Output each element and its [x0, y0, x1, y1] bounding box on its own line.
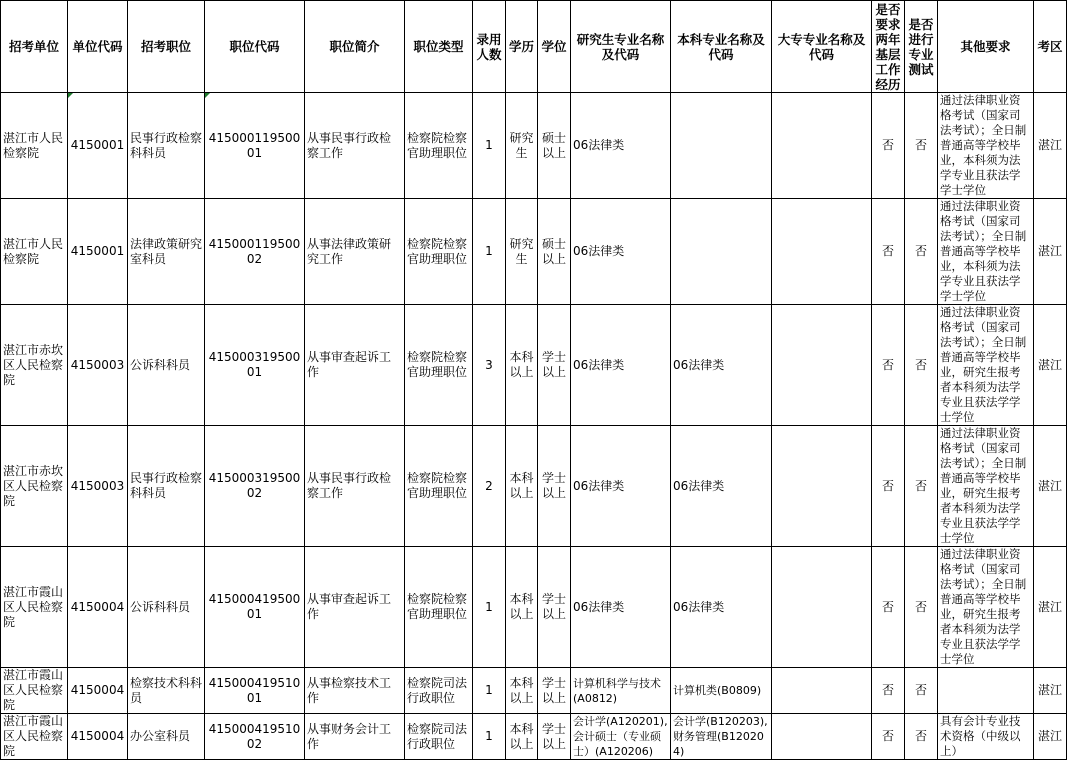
cell-test[interactable]: 否 [905, 93, 938, 199]
header-test[interactable]: 是否进行专业测试 [905, 1, 938, 93]
header-college-major[interactable]: 大专专业名称及代码 [772, 1, 872, 93]
header-degree[interactable]: 学位 [538, 1, 571, 93]
cell-ug-major[interactable]: 06法律类 [671, 305, 772, 426]
cell-unit-code[interactable]: 4150004 [68, 547, 128, 668]
cell-area[interactable]: 湛江 [1034, 426, 1067, 547]
cell-intro[interactable]: 从事检察技术工作 [305, 668, 405, 714]
cell-degree[interactable]: 硕士以上 [538, 199, 571, 305]
cell-count[interactable]: 2 [473, 426, 506, 547]
cell-other[interactable]: 通过法律职业资格考试（国家司法考试）；全日制普通高等学校毕业，研究生报考者本科须为法学专业且获法学学士学位 [938, 426, 1034, 547]
cell-unit-code[interactable]: 4150004 [68, 668, 128, 714]
cell-degree[interactable]: 学士以上 [538, 714, 571, 760]
cell-intro[interactable]: 从事审查起诉工作 [305, 547, 405, 668]
cell-grad-major[interactable]: 06法律类 [571, 426, 671, 547]
cell-position[interactable]: 办公室科员 [128, 714, 205, 760]
cell-area[interactable]: 湛江 [1034, 668, 1067, 714]
cell-type[interactable]: 检察院司法行政职位 [405, 714, 473, 760]
cell-position-code[interactable]: 41500041951001 [205, 668, 305, 714]
cell-degree[interactable]: 学士以上 [538, 668, 571, 714]
cell-position-code[interactable]: 41500041951002 [205, 714, 305, 760]
table-row [1, 547, 1067, 668]
cell-degree[interactable]: 硕士以上 [538, 93, 571, 199]
cell-grad-major[interactable]: 06法律类 [571, 93, 671, 199]
cell-unit-code[interactable]: 4150003 [68, 305, 128, 426]
cell-intro[interactable]: 从事财务会计工作 [305, 714, 405, 760]
table-row [1, 93, 1067, 199]
cell-college-major[interactable] [772, 305, 872, 426]
cell-unit[interactable]: 湛江市霞山区人民检察院 [1, 547, 68, 668]
cell-grad-major[interactable]: 会计学(A120201),会计硕士（专业硕士）(A120206) [571, 714, 671, 760]
cell-grassroots[interactable]: 否 [872, 426, 905, 547]
cell-unit-code[interactable]: 4150003 [68, 426, 128, 547]
cell-grad-major[interactable]: 06法律类 [571, 305, 671, 426]
cell-unit-code[interactable]: 4150004 [68, 714, 128, 760]
cell-grassroots[interactable]: 否 [872, 305, 905, 426]
header-position-code[interactable]: 职位代码 [205, 1, 305, 93]
cell-education[interactable]: 本科以上 [506, 547, 538, 668]
cell-count[interactable]: 1 [473, 199, 506, 305]
cell-education[interactable]: 本科以上 [506, 426, 538, 547]
cell-type[interactable]: 检察院检察官助理职位 [405, 305, 473, 426]
cell-unit[interactable]: 湛江市人民检察院 [1, 199, 68, 305]
cell-position-code[interactable]: 41500011950002 [205, 199, 305, 305]
cell-grad-major[interactable]: 计算机科学与技术(A0812) [571, 668, 671, 714]
header-area[interactable]: 考区 [1034, 1, 1067, 93]
header-grad-major[interactable]: 研究生专业名称及代码 [571, 1, 671, 93]
header-education[interactable]: 学历 [506, 1, 538, 93]
table-row [1, 426, 1067, 547]
cell-type[interactable]: 检察院检察官助理职位 [405, 426, 473, 547]
cell-area[interactable]: 湛江 [1034, 93, 1067, 199]
cell-area[interactable]: 湛江 [1034, 547, 1067, 668]
cell-other[interactable]: 通过法律职业资格考试（国家司法考试）；全日制普通高等学校毕业，研究生报考者本科须为法学专业且获法学学士学位 [938, 547, 1034, 668]
header-position[interactable]: 招考职位 [128, 1, 205, 93]
cell-position[interactable]: 检察技术科科员 [128, 668, 205, 714]
cell-count[interactable]: 1 [473, 714, 506, 760]
cell-test[interactable]: 否 [905, 547, 938, 668]
header-other[interactable]: 其他要求 [938, 1, 1034, 93]
cell-ug-major[interactable]: 06法律类 [671, 426, 772, 547]
table-row [1, 199, 1067, 305]
cell-education[interactable]: 研究生 [506, 93, 538, 199]
header-row [1, 1, 1067, 93]
cell-college-major[interactable] [772, 668, 872, 714]
cell-test[interactable]: 否 [905, 426, 938, 547]
cell-other[interactable]: 通过法律职业资格考试（国家司法考试）；全日制普通高等学校毕业，本科须为法学专业且获法学学士学位 [938, 199, 1034, 305]
cell-grad-major[interactable]: 06法律类 [571, 547, 671, 668]
cell-count[interactable]: 1 [473, 547, 506, 668]
cell-ug-major[interactable]: 06法律类 [671, 547, 772, 668]
cell-degree[interactable]: 学士以上 [538, 426, 571, 547]
header-count[interactable]: 录用人数 [473, 1, 506, 93]
cell-intro[interactable]: 从事法律政策研究工作 [305, 199, 405, 305]
cell-education[interactable]: 本科以上 [506, 305, 538, 426]
header-type[interactable]: 职位类型 [405, 1, 473, 93]
cell-intro[interactable]: 从事审查起诉工作 [305, 305, 405, 426]
cell-other[interactable] [938, 668, 1034, 714]
cell-test[interactable]: 否 [905, 199, 938, 305]
cell-grassroots[interactable]: 否 [872, 714, 905, 760]
table-row [1, 305, 1067, 426]
cell-test[interactable]: 否 [905, 668, 938, 714]
cell-position-code[interactable]: 41500041950001 [205, 547, 305, 668]
cell-position[interactable]: 法律政策研究室科员 [128, 199, 205, 305]
cell-grassroots[interactable]: 否 [872, 93, 905, 199]
cell-college-major[interactable] [772, 426, 872, 547]
cell-other[interactable]: 通过法律职业资格考试（国家司法考试）；全日制普通高等学校毕业，本科须为法学专业且获法学学士学位 [938, 93, 1034, 199]
cell-position[interactable]: 民事行政检察科科员 [128, 426, 205, 547]
cell-unit[interactable]: 湛江市赤坎区人民检察院 [1, 305, 68, 426]
cell-education[interactable]: 本科以上 [506, 714, 538, 760]
cell-type[interactable]: 检察院司法行政职位 [405, 668, 473, 714]
cell-ug-major[interactable]: 计算机类(B0809) [671, 668, 772, 714]
cell-position-code[interactable]: 41500031950001 [205, 305, 305, 426]
cell-count[interactable]: 1 [473, 93, 506, 199]
header-intro[interactable]: 职位简介 [305, 1, 405, 93]
cell-position[interactable]: 公诉科科员 [128, 547, 205, 668]
table-row [1, 668, 1067, 714]
cell-other[interactable]: 具有会计专业技术资格（中级以上） [938, 714, 1034, 760]
cell-area[interactable]: 湛江 [1034, 714, 1067, 760]
cell-unit-code[interactable]: 4150001 [68, 199, 128, 305]
cell-education[interactable]: 研究生 [506, 199, 538, 305]
cell-area[interactable]: 湛江 [1034, 199, 1067, 305]
cell-test[interactable]: 否 [905, 305, 938, 426]
cell-position[interactable]: 公诉科科员 [128, 305, 205, 426]
cell-grassroots[interactable]: 否 [872, 199, 905, 305]
header-unit[interactable]: 招考单位 [1, 1, 68, 93]
cell-unit[interactable]: 湛江市赤坎区人民检察院 [1, 426, 68, 547]
cell-type[interactable]: 检察院检察官助理职位 [405, 199, 473, 305]
cell-unit[interactable]: 湛江市人民检察院 [1, 93, 68, 199]
cell-count[interactable]: 1 [473, 668, 506, 714]
cell-intro[interactable]: 从事民事行政检察工作 [305, 426, 405, 547]
cell-college-major[interactable] [772, 547, 872, 668]
cell-ug-major[interactable]: 会计学(B120203),财务管理(B120204) [671, 714, 772, 760]
header-grassroots[interactable]: 是否要求两年基层工作经历 [872, 1, 905, 93]
cell-ug-major[interactable] [671, 93, 772, 199]
cell-ug-major[interactable] [671, 199, 772, 305]
header-ug-major[interactable]: 本科专业名称及代码 [671, 1, 772, 93]
cell-intro[interactable]: 从事民事行政检察工作 [305, 93, 405, 199]
cell-degree[interactable]: 学士以上 [538, 547, 571, 668]
header-unit-code[interactable]: 单位代码 [68, 1, 128, 93]
cell-grassroots[interactable]: 否 [872, 668, 905, 714]
cell-grad-major[interactable]: 06法律类 [571, 199, 671, 305]
cell-type[interactable]: 检察院检察官助理职位 [405, 547, 473, 668]
cell-type[interactable]: 检察院检察官助理职位 [405, 93, 473, 199]
cell-college-major[interactable] [772, 199, 872, 305]
cell-college-major[interactable] [772, 93, 872, 199]
cell-position[interactable]: 民事行政检察科科员 [128, 93, 205, 199]
cell-other[interactable]: 通过法律职业资格考试（国家司法考试）；全日制普通高等学校毕业，研究生报考者本科须为法学专业且获法学学士学位 [938, 305, 1034, 426]
cell-grassroots[interactable]: 否 [872, 547, 905, 668]
cell-area[interactable]: 湛江 [1034, 305, 1067, 426]
cell-unit-code[interactable]: 4150001 [68, 93, 128, 199]
cell-unit[interactable]: 湛江市霞山区人民检察院 [1, 668, 68, 714]
cell-position-code[interactable]: 41500011950001 [205, 93, 305, 199]
cell-unit[interactable]: 湛江市霞山区人民检察院 [1, 714, 68, 760]
cell-degree[interactable]: 学士以上 [538, 305, 571, 426]
cell-count[interactable]: 3 [473, 305, 506, 426]
cell-test[interactable]: 否 [905, 714, 938, 760]
cell-education[interactable]: 本科以上 [506, 668, 538, 714]
cell-position-code[interactable]: 41500031950002 [205, 426, 305, 547]
